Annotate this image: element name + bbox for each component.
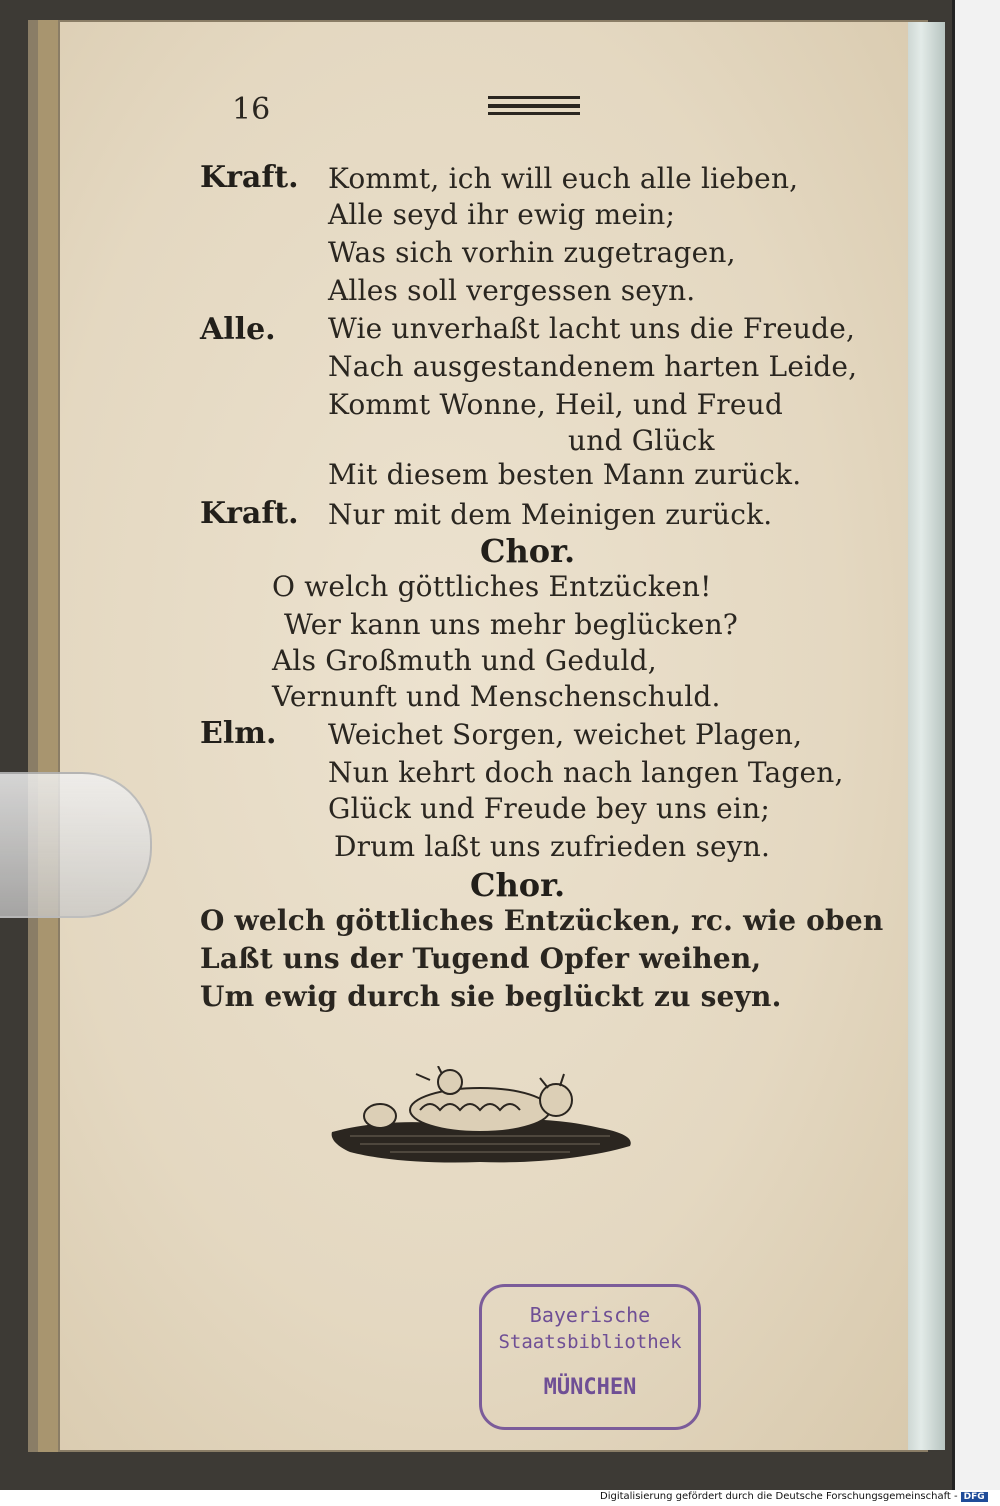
verse-line: Alles soll vergessen seyn.: [328, 274, 696, 307]
verse-line: Wie unverhaßt lacht uns die Freude,: [328, 312, 856, 345]
library-stamp: [479, 1284, 701, 1430]
stamp-line: Staatsbibliothek: [498, 1331, 682, 1353]
verse-line: Laßt uns der Tugend Opfer weihen,: [200, 942, 762, 975]
digitization-credit: [600, 1491, 988, 1502]
dfg-logo: DFG: [961, 1492, 988, 1502]
stamp-line: MÜNCHEN: [543, 1375, 637, 1400]
verse-line: Mit diesem besten Mann zurück.: [328, 458, 802, 491]
verse-line: Nun kehrt doch nach langen Tagen,: [328, 756, 844, 789]
page-edge-stack: [905, 22, 945, 1450]
verse-line: O welch göttliches Entzücken, rc. wie oben: [200, 904, 884, 937]
chorus-heading: Chor.: [470, 866, 566, 904]
stamp-line: Bayerische: [529, 1303, 651, 1327]
verse-line: Als Großmuth und Geduld,: [272, 644, 657, 677]
header-rule: [488, 112, 580, 115]
verse-line: Wer kann uns mehr beglücken?: [284, 608, 739, 641]
verse-line: Kommt, ich will euch alle lieben,: [328, 162, 799, 195]
speaker-label: Alle.: [200, 312, 276, 347]
verse-line: Glück und Freude bey uns ein;: [328, 792, 770, 825]
verse-line: Nur mit dem Meinigen zurück.: [328, 498, 773, 531]
verse-line: Kommt Wonne, Heil, und Freud: [328, 388, 783, 421]
verse-line: Weichet Sorgen, weichet Plagen,: [328, 718, 803, 751]
speaker-label: Kraft.: [200, 496, 299, 531]
verse-line: Nach ausgestandenem harten Leide,: [328, 350, 858, 383]
header-rule: [488, 104, 580, 108]
verse-line: Drum laßt uns zufrieden seyn.: [334, 830, 771, 863]
book-spine-board: [38, 20, 58, 1452]
verse-line: Was sich vorhin zugetragen,: [328, 236, 736, 269]
verse-line: Vernunft und Menschenschuld.: [272, 680, 721, 713]
header-rule: [488, 96, 580, 99]
scanner-edge-line: [952, 0, 955, 1490]
verse-line: Um ewig durch sie beglückt zu seyn.: [200, 980, 782, 1013]
verse-line: O welch göttliches Entzücken!: [272, 570, 712, 603]
scanner-background-strip: [952, 0, 1000, 1490]
page-holder-clip: [0, 772, 152, 918]
verse-line: Alle seyd ihr ewig mein;: [328, 198, 676, 231]
verse-line: und Glück: [568, 424, 715, 457]
page-number: 16: [232, 92, 271, 127]
speaker-label: Elm.: [200, 716, 277, 751]
speaker-label: Kraft.: [200, 160, 299, 195]
credit-text: Digitalisierung gefördert durch die Deutsche Forschungsgemeinschaft -: [600, 1491, 958, 1502]
chorus-heading: Chor.: [480, 532, 576, 570]
lamb-vignette-illustration: [330, 1066, 636, 1170]
